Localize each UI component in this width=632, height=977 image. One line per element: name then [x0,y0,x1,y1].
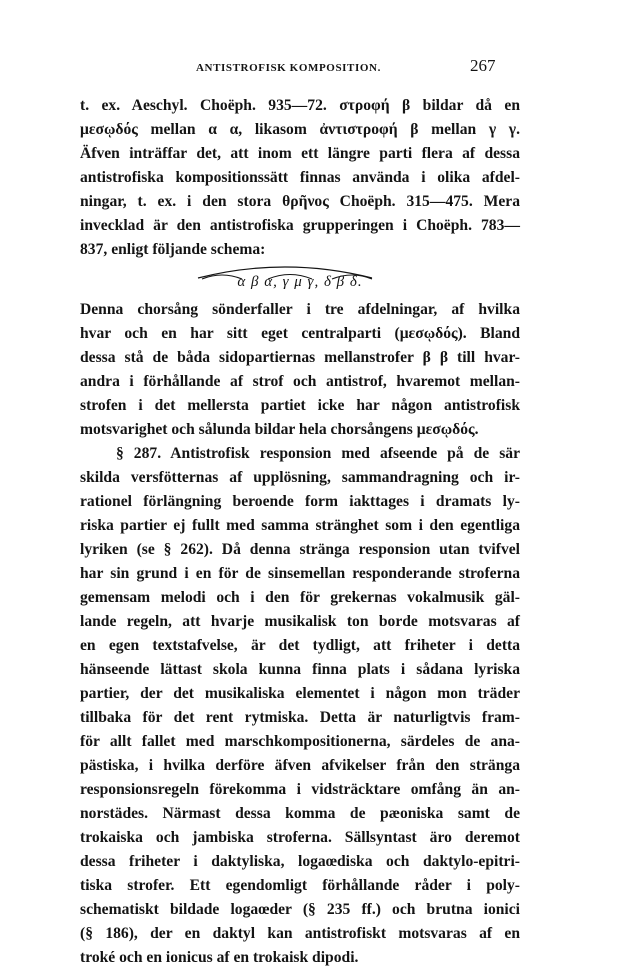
text-line: strofen i det mellersta partiet icke har någon antistrofisk [80,397,520,414]
text-line: pästiska, i hvilka derföre äfven afvikelser från den stränga [80,757,520,774]
text-line: riska partier ej fullt med samma stränghet som i den egentliga [80,517,520,534]
text-line: trokaiska och jambiska stroferna. Sällsyntast äro deremot [80,829,520,846]
text-line: motsvarighet och sålunda bildar hela chorsångens μεσῳδός. [80,421,479,438]
text-line: lyriken (se § 262). Då denna stränga responsion utan tvifvel [80,541,520,558]
text-line: tiska strofer. Ett egendomligt förhållande råder i poly- [80,877,520,894]
text-line: dessa friheter i daktyliska, logaœdiska och daktylo-epitri- [80,853,520,870]
text-line: Äfven inträffar det, att inom ett längre parti flera af dessa [80,145,520,162]
text-line: μεσῳδός mellan α α, likasom ἀντιστροφή β mellan γ γ. [80,121,520,138]
text-line: har sin grund i en för de sinsemellan responderande stroferna [80,565,520,582]
text-line: rationel förlängning beroende form iakttages i dramats ly- [80,493,520,510]
text-line: lande regeln, att hvarje musikalisk ton borde motsvaras af [80,613,520,630]
section-mark: § 287. [116,445,162,462]
text-line: andra i förhållande af strof och antistrof, hvaremot mellan- [80,373,520,390]
strophe-schema [80,262,520,298]
page-number: 267 [470,56,496,75]
text-line: 837, enligt följande schema: [80,241,266,258]
text-line: responsionsregeln förekomma i vidsträcktare omfång än an- [80,781,520,798]
text-line: ningar, t. ex. i den stora θρῆνος Choëph. 315—475. Mera [80,193,520,210]
main-text [80,94,520,970]
text-line: antistrofiska kompositionssätt finnas använda i olika afdel- [80,169,520,186]
text-line: norstädes. Närmast dessa komma de pæoniska samt de [80,805,520,822]
text-line: invecklad är den antistrofiska grupperingen i Choëph. 783— [80,217,520,234]
text-line: gemensam melodi och i den för grekernas vokalmusik gäl- [80,589,520,606]
text-line: Denna chorsång sönderfaller i tre afdelningar, af hvilka [80,301,520,318]
running-head: ANTISTROFISK KOMPOSITION. [196,62,381,74]
text-line: hänseende lättast skola kunna finna plats i sådana lyriska [80,661,520,678]
section-first-line [80,442,520,466]
text-line: (§ 186), der en daktyl kan antistrofiskt motsvaras af en [80,925,520,942]
schema-text: α β α, γ μ γ, δ β δ. [237,274,363,290]
text-line: dessa stå de båda sidopartiernas mellanstrofer β β till hvar- [80,349,520,366]
text-line: partier, der det musikaliska elementet i någon mon träder [80,685,520,702]
text-line: schematiskt bildade logaœder (§ 235 ff.) och brutna ionici [80,901,520,918]
text-line: tillbaka för det rent rytmiska. Detta är naturligtvis fram- [80,709,520,726]
text-line: en egen textstafvelse, är det tydligt, att friheter i detta [80,637,520,654]
text-line: t. ex. Aeschyl. Choëph. 935—72. στροφή β bildar då en [80,97,520,114]
text-line: för allt fallet med marschkompositionerna, särdeles de ana- [80,733,520,750]
text-line: troké och en ionicus af en trokaisk dipodi. [80,949,359,966]
text-line: skilda versfötternas af upplösning, sammandragning och ir- [80,469,520,486]
text-line: hvar och en har sitt eget centralparti (μεσῳδός). Bland [80,325,520,342]
section-first-text: Antistrofisk responsion med afseende på de sär [170,445,521,462]
